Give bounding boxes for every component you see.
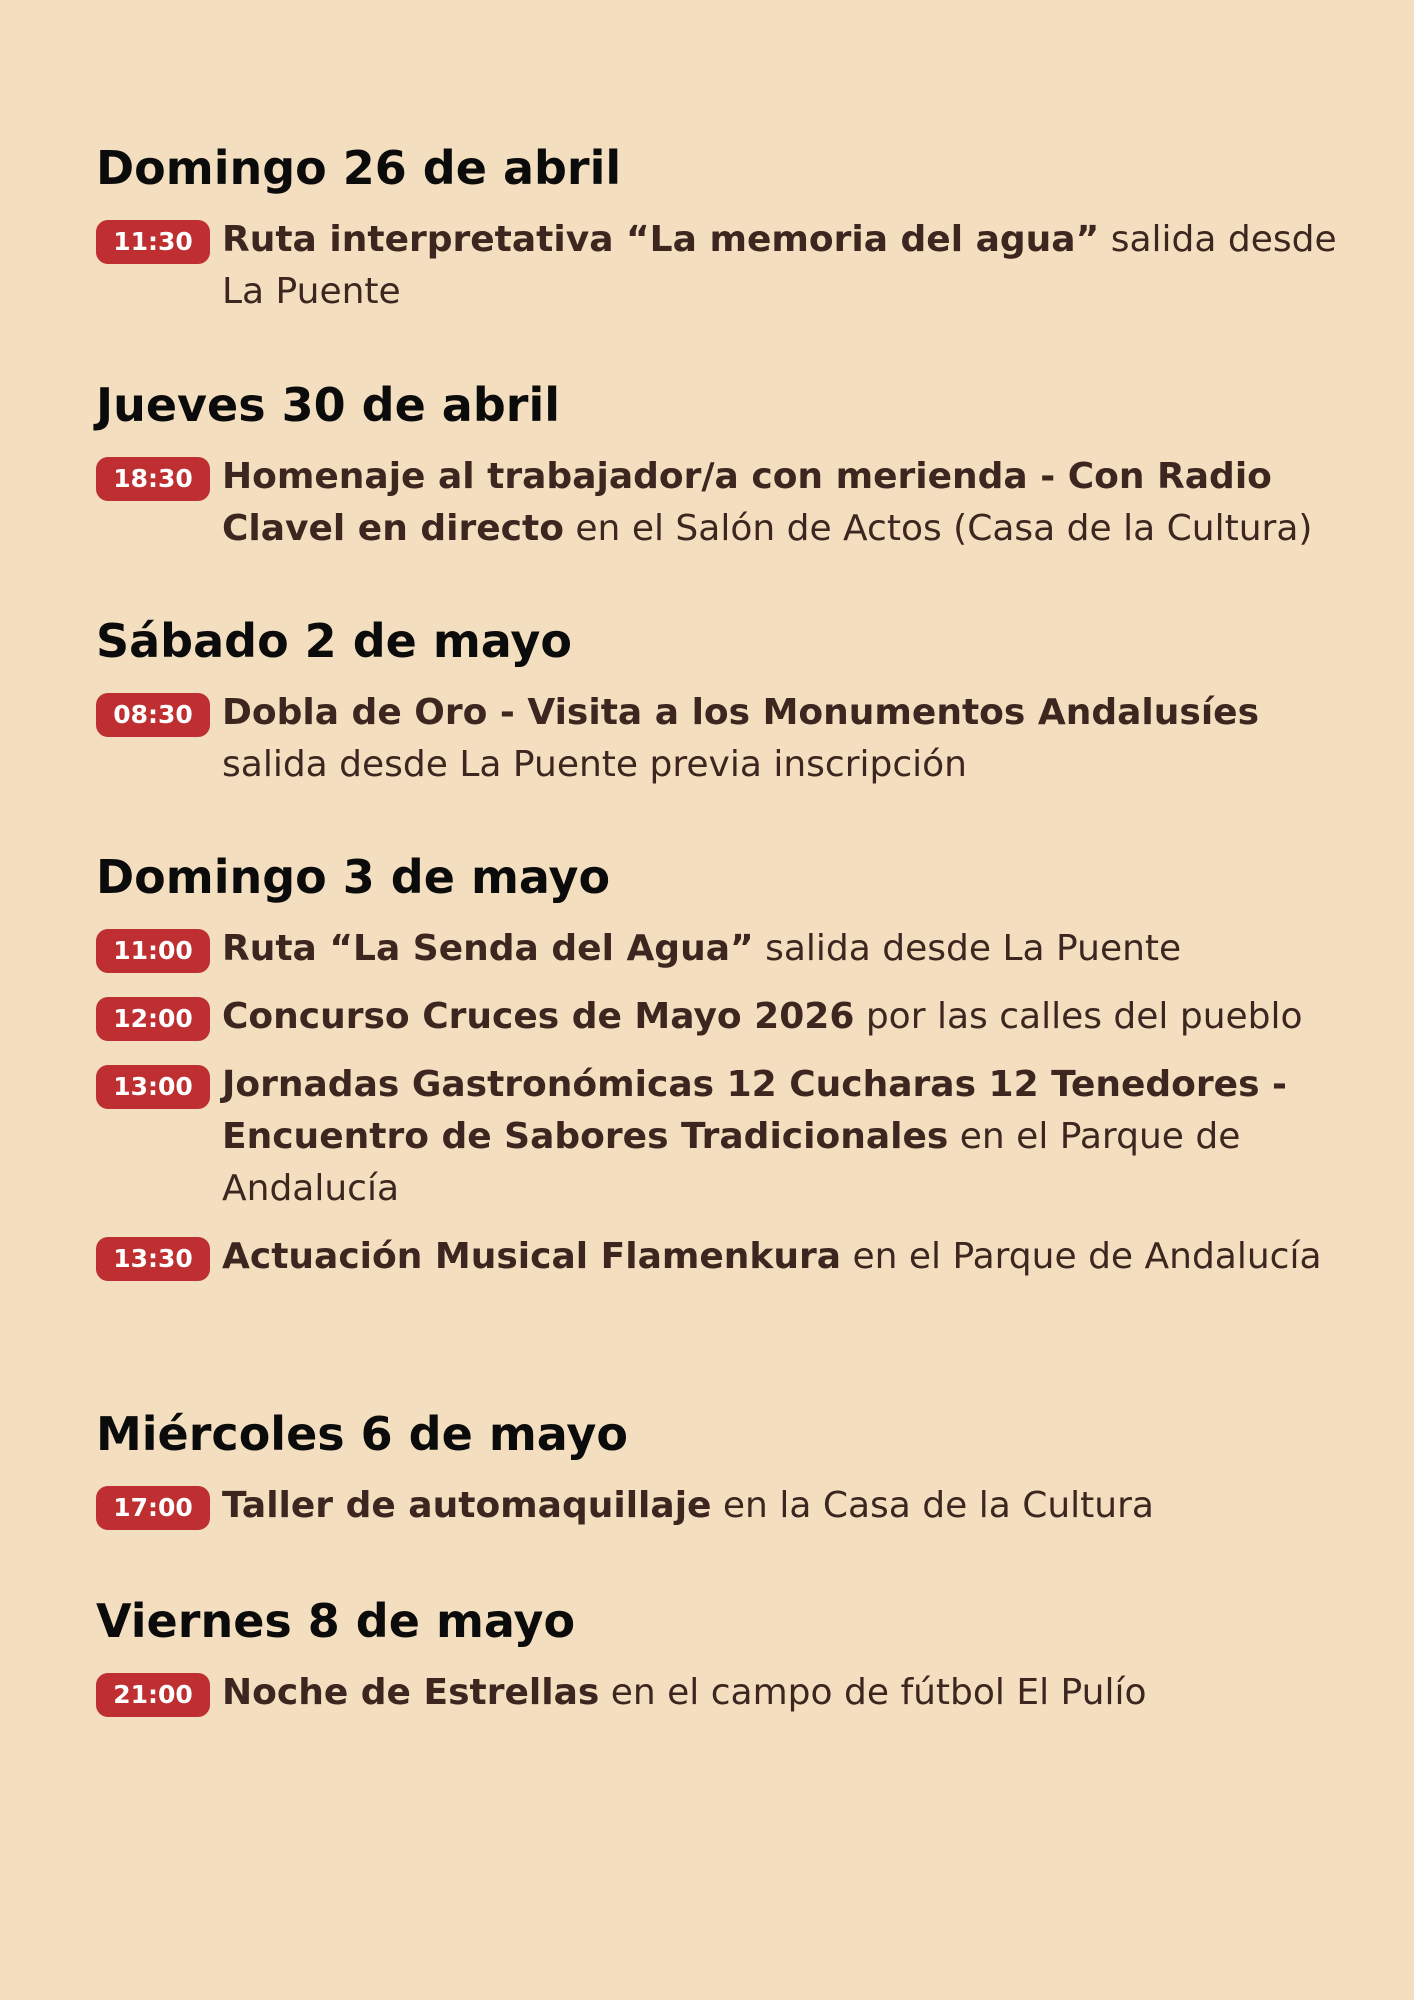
day-section xyxy=(96,1406,1346,1532)
event-title: Taller de automaquillaje xyxy=(222,1485,712,1526)
event-description: en el Parque de Andalucía xyxy=(222,1116,1241,1209)
event-description: en el Salón de Actos (Casa de la Cultura) xyxy=(575,508,1313,549)
time-badge: 12:00 xyxy=(96,997,210,1041)
event-item xyxy=(96,451,1346,555)
event-item xyxy=(96,1480,1346,1532)
event-description: salida desde La Puente xyxy=(222,219,1337,312)
time-badge: 18:30 xyxy=(96,457,210,501)
day-title: Miércoles 6 de mayo xyxy=(96,1407,628,1461)
event-title: Actuación Musical Flamenkura xyxy=(222,1236,842,1277)
event-title: Noche de Estrellas xyxy=(222,1672,600,1713)
event-item xyxy=(96,687,1346,791)
time-badge: 08:30 xyxy=(96,693,210,737)
event-description: en el campo de fútbol El Pulío xyxy=(610,1672,1147,1713)
event-item xyxy=(96,1667,1346,1719)
event-title: Homenaje al trabajador/a con merienda - Con Radio Clavel en directo xyxy=(222,456,1272,549)
day-section xyxy=(96,377,1346,555)
day-section xyxy=(96,849,1346,1283)
time-badge: 21:00 xyxy=(96,1673,210,1717)
day-title: Viernes 8 de mayo xyxy=(96,1594,576,1648)
event-description: salida desde La Puente previa inscripción xyxy=(222,744,967,785)
event-description: en la Casa de la Cultura xyxy=(722,1485,1154,1526)
time-badge: 11:00 xyxy=(96,929,210,973)
day-section xyxy=(96,140,1346,318)
day-section xyxy=(96,613,1346,791)
event-item xyxy=(96,991,1346,1043)
time-badge: 11:30 xyxy=(96,220,210,264)
day-title: Domingo 26 de abril xyxy=(96,141,622,195)
day-title: Sábado 2 de mayo xyxy=(96,614,572,668)
event-description: salida desde La Puente xyxy=(765,928,1182,969)
event-title: Concurso Cruces de Mayo 2026 xyxy=(222,996,855,1037)
day-title: Domingo 3 de mayo xyxy=(96,850,611,904)
event-title: Dobla de Oro - Visita a los Monumentos Andalusíes xyxy=(222,692,1260,733)
event-title: Ruta “La Senda del Agua” xyxy=(222,928,754,969)
day-section xyxy=(96,1593,1346,1719)
event-description: por las calles del pueblo xyxy=(865,996,1303,1037)
event-title: Jornadas Gastronómicas 12 Cucharas 12 Tenedores - Encuentro de Sabores Tradicionales xyxy=(222,1064,1287,1157)
event-description: en el Parque de Andalucía xyxy=(852,1236,1322,1277)
time-badge: 13:00 xyxy=(96,1065,210,1109)
time-badge: 13:30 xyxy=(96,1237,210,1281)
event-item xyxy=(96,1059,1346,1215)
day-title: Jueves 30 de abril xyxy=(96,378,560,432)
event-item xyxy=(96,1231,1346,1283)
time-badge: 17:00 xyxy=(96,1486,210,1530)
event-title: Ruta interpretativa “La memoria del agua” xyxy=(222,219,1100,260)
event-item xyxy=(96,923,1346,975)
event-item xyxy=(96,214,1346,318)
